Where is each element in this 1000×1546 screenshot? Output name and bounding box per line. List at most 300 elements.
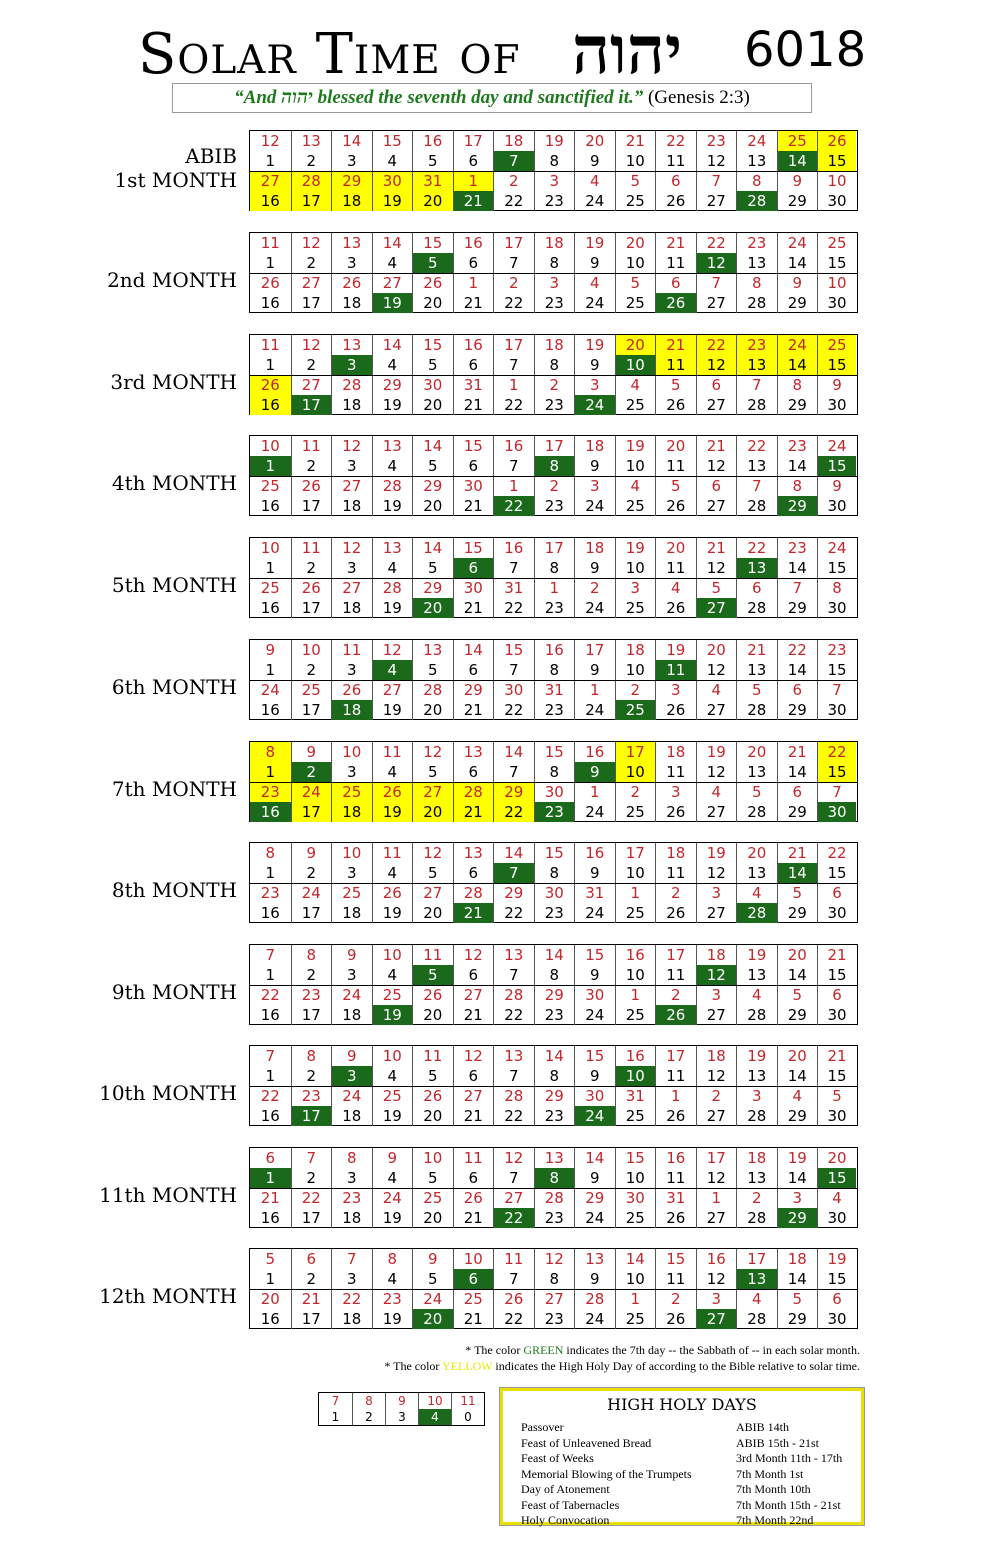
day-cell: 29 xyxy=(574,1188,615,1208)
day-cell: 8 xyxy=(534,965,575,985)
day-cell: 22 xyxy=(493,1208,534,1228)
day-cell: 9 xyxy=(777,171,818,191)
day-cell: 3 xyxy=(331,456,372,476)
day-cell: 20 xyxy=(817,1148,856,1168)
day-cell: 6 xyxy=(291,1249,332,1269)
mini-cell: 9 xyxy=(385,1393,418,1409)
day-cell: 24 xyxy=(574,1106,615,1126)
day-cell: 9 xyxy=(412,1249,453,1269)
day-cell: 19 xyxy=(615,538,656,558)
day-cell: 8 xyxy=(534,660,575,680)
day-cell: 6 xyxy=(696,476,737,496)
day-cell: 12 xyxy=(696,1066,737,1086)
day-cell: 16 xyxy=(453,233,494,253)
day-cell: 26 xyxy=(655,1208,696,1228)
day-cell: 17 xyxy=(534,538,575,558)
day-cell: 12 xyxy=(291,233,332,253)
day-cell: 29 xyxy=(534,1086,575,1106)
day-cell: 3 xyxy=(696,883,737,903)
day-cell: 30 xyxy=(817,700,856,720)
day-cell: 2 xyxy=(615,680,656,700)
month-grid xyxy=(249,639,858,720)
day-cell: 4 xyxy=(736,1289,777,1309)
day-cell: 23 xyxy=(534,1106,575,1126)
day-cell: 15 xyxy=(493,640,534,660)
day-cell: 22 xyxy=(493,1106,534,1126)
day-cell: 2 xyxy=(291,1269,332,1289)
day-cell: 2 xyxy=(291,355,332,375)
day-cell: 3 xyxy=(331,660,372,680)
day-cell: 19 xyxy=(372,903,413,923)
day-cell: 6 xyxy=(453,965,494,985)
day-cell: 18 xyxy=(331,598,372,618)
day-cell: 26 xyxy=(250,375,291,395)
day-cell: 23 xyxy=(372,1289,413,1309)
day-cell: 24 xyxy=(574,598,615,618)
day-cell: 9 xyxy=(574,762,615,782)
day-cell: 21 xyxy=(453,802,494,822)
day-cell: 21 xyxy=(655,233,696,253)
day-cell: 7 xyxy=(493,355,534,375)
grid-divider xyxy=(250,578,857,579)
day-cell: 19 xyxy=(372,191,413,211)
day-cell: 30 xyxy=(817,802,856,822)
month-grid xyxy=(249,944,858,1025)
day-cell: 3 xyxy=(655,782,696,802)
month-label: 7th MONTH xyxy=(111,777,237,801)
day-cell: 22 xyxy=(331,1289,372,1309)
day-cell: 9 xyxy=(574,1066,615,1086)
day-cell: 5 xyxy=(412,253,453,273)
day-cell: 11 xyxy=(493,1249,534,1269)
day-cell: 10 xyxy=(615,1168,656,1188)
day-cell: 6 xyxy=(817,985,856,1005)
day-cell: 25 xyxy=(331,883,372,903)
grid-divider xyxy=(250,476,857,477)
day-cell: 4 xyxy=(372,558,413,578)
day-cell: 6 xyxy=(453,1269,494,1289)
day-cell: 30 xyxy=(412,375,453,395)
day-cell: 13 xyxy=(493,945,534,965)
month-block-4 xyxy=(0,435,1000,517)
day-cell: 19 xyxy=(372,293,413,313)
day-cell: 15 xyxy=(817,1066,856,1086)
day-cell: 6 xyxy=(817,883,856,903)
day-cell: 22 xyxy=(736,436,777,456)
day-cell: 16 xyxy=(250,395,291,415)
mini-cell: 7 xyxy=(331,1394,340,1408)
day-cell: 3 xyxy=(331,1168,372,1188)
holy-day-name: Memorial Blowing of the Trumpets xyxy=(521,1466,692,1481)
day-cell: 18 xyxy=(655,742,696,762)
day-cell: 26 xyxy=(260,274,280,292)
month-block-9 xyxy=(0,944,1000,1026)
day-cell: 4 xyxy=(655,578,696,598)
day-cell: 11 xyxy=(291,538,332,558)
day-cell: 10 xyxy=(615,863,656,883)
day-cell: 7 xyxy=(493,1168,534,1188)
day-cell: 7 xyxy=(493,1269,534,1289)
day-cell: 15 xyxy=(817,863,856,883)
day-cell: 23 xyxy=(534,700,575,720)
day-cell: 4 xyxy=(372,1066,413,1086)
day-cell: 28 xyxy=(736,293,777,313)
day-cell: 27 xyxy=(331,476,372,496)
day-cell: 9 xyxy=(574,1168,615,1188)
day-cell: 4 xyxy=(372,1269,413,1289)
day-cell: 2 xyxy=(655,985,696,1005)
day-cell: 10 xyxy=(291,640,332,660)
day-cell: 13 xyxy=(331,233,372,253)
note-green xyxy=(240,1342,860,1358)
mini-cell: 10 xyxy=(418,1393,451,1409)
day-cell: 24 xyxy=(412,1289,453,1309)
day-cell: 3 xyxy=(615,578,656,598)
verse-reference: (Genesis 2:3) xyxy=(643,87,750,108)
day-cell: 11 xyxy=(291,436,332,456)
day-cell: 27 xyxy=(291,375,332,395)
day-cell: 16 xyxy=(453,335,494,355)
day-cell: 17 xyxy=(291,802,332,822)
day-cell: 17 xyxy=(291,191,332,211)
day-cell: 29 xyxy=(777,903,818,923)
day-cell: 15 xyxy=(817,253,856,273)
month-block-1 xyxy=(0,130,1000,212)
day-cell: 10 xyxy=(615,762,656,782)
day-cell: 3 xyxy=(331,558,372,578)
day-cell: 20 xyxy=(412,598,453,618)
day-cell: 5 xyxy=(736,680,777,700)
day-cell: 13 xyxy=(372,538,413,558)
day-cell: 24 xyxy=(736,131,777,151)
day-cell: 12 xyxy=(696,558,737,578)
day-cell: 5 xyxy=(412,762,453,782)
day-cell: 17 xyxy=(291,496,332,516)
day-cell: 18 xyxy=(615,640,656,660)
day-cell: 26 xyxy=(655,700,696,720)
day-cell: 24 xyxy=(291,883,332,903)
month-label: 1st MONTH xyxy=(114,168,237,192)
day-cell: 24 xyxy=(574,700,615,720)
day-cell: 25 xyxy=(260,477,280,495)
day-cell: 28 xyxy=(372,476,413,496)
day-cell: 5 xyxy=(736,782,777,802)
day-cell: 11 xyxy=(655,253,696,273)
day-cell: 13 xyxy=(736,762,777,782)
day-cell: 5 xyxy=(655,375,696,395)
day-cell: 26 xyxy=(655,293,696,313)
day-cell: 1 xyxy=(250,456,291,476)
day-cell: 29 xyxy=(777,293,818,313)
day-cell: 17 xyxy=(615,742,656,762)
day-cell: 1 xyxy=(265,1270,276,1288)
day-cell: 11 xyxy=(655,965,696,985)
day-cell: 23 xyxy=(534,1208,575,1228)
day-cell: 30 xyxy=(817,903,856,923)
day-cell: 5 xyxy=(615,273,656,293)
day-cell: 31 xyxy=(412,171,453,191)
day-cell: 25 xyxy=(615,802,656,822)
day-cell: 10 xyxy=(615,660,656,680)
day-cell: 12 xyxy=(696,863,737,883)
holy-day-date: ABIB 14th xyxy=(736,1420,790,1434)
day-cell: 7 xyxy=(493,965,534,985)
day-cell: 1 xyxy=(265,559,276,577)
day-cell: 29 xyxy=(493,883,534,903)
day-cell: 17 xyxy=(291,1208,332,1228)
day-cell: 7 xyxy=(736,375,777,395)
day-cell: 1 xyxy=(493,375,534,395)
day-cell: 26 xyxy=(412,985,453,1005)
day-cell: 19 xyxy=(372,700,413,720)
note-green-c: -- in each solar month. xyxy=(751,1343,860,1357)
grid-divider xyxy=(250,375,857,376)
day-cell: 21 xyxy=(453,903,494,923)
month-label: 8th MONTH xyxy=(111,878,237,902)
day-cell: 5 xyxy=(777,883,818,903)
day-cell: 7 xyxy=(817,680,856,700)
day-cell: 14 xyxy=(777,253,818,273)
day-cell: 13 xyxy=(736,863,777,883)
day-cell: 21 xyxy=(777,843,818,863)
holy-day-date: 7th Month 10th xyxy=(736,1482,811,1496)
day-cell: 20 xyxy=(260,1290,280,1308)
day-cell: 6 xyxy=(453,1168,494,1188)
day-cell: 9 xyxy=(291,742,332,762)
day-cell: 2 xyxy=(493,171,534,191)
day-cell: 24 xyxy=(574,496,615,516)
day-cell: 15 xyxy=(817,660,856,680)
day-cell: 1 xyxy=(615,1289,656,1309)
day-cell: 26 xyxy=(655,1005,696,1025)
day-cell: 4 xyxy=(372,762,413,782)
day-cell: 5 xyxy=(412,1168,453,1188)
day-cell: 2 xyxy=(291,762,332,782)
day-cell: 18 xyxy=(331,395,372,415)
day-cell: 29 xyxy=(777,802,818,822)
day-cell: 10 xyxy=(817,171,856,191)
day-cell: 18 xyxy=(493,131,534,151)
day-cell: 23 xyxy=(331,1188,372,1208)
month-grid xyxy=(249,1248,858,1329)
day-cell: 31 xyxy=(534,680,575,700)
day-cell: 20 xyxy=(412,1005,453,1025)
day-cell: 21 xyxy=(453,1005,494,1025)
day-cell: 12 xyxy=(412,843,453,863)
day-cell: 25 xyxy=(615,1309,656,1329)
day-cell: 8 xyxy=(534,1269,575,1289)
day-cell: 30 xyxy=(453,476,494,496)
day-cell: 14 xyxy=(412,538,453,558)
day-cell: 16 xyxy=(260,294,280,312)
day-cell: 24 xyxy=(574,395,615,415)
day-cell: 11 xyxy=(655,1168,696,1188)
day-cell: 10 xyxy=(412,1148,453,1168)
day-cell: 14 xyxy=(777,863,818,883)
day-cell: 4 xyxy=(615,476,656,496)
day-cell: 26 xyxy=(291,578,332,598)
day-cell: 23 xyxy=(534,395,575,415)
day-cell: 25 xyxy=(817,233,856,253)
day-cell: 12 xyxy=(493,1148,534,1168)
month-grid xyxy=(249,741,858,822)
day-cell: 17 xyxy=(291,1309,332,1329)
month-label: 2nd MONTH xyxy=(107,268,237,292)
day-cell: 27 xyxy=(534,1289,575,1309)
day-cell: 21 xyxy=(817,945,856,965)
month-block-5 xyxy=(0,537,1000,619)
day-cell: 19 xyxy=(534,131,575,151)
day-cell: 19 xyxy=(372,598,413,618)
day-cell: 26 xyxy=(291,476,332,496)
day-cell: 13 xyxy=(736,1168,777,1188)
day-cell: 21 xyxy=(453,1309,494,1329)
day-cell: 30 xyxy=(817,1208,856,1228)
day-cell: 23 xyxy=(534,802,575,822)
day-cell: 3 xyxy=(696,985,737,1005)
holy-day-date: 3rd Month 11th - 17th xyxy=(736,1451,843,1465)
note-yellow xyxy=(240,1358,860,1374)
day-cell: 22 xyxy=(696,335,737,355)
month-block-6 xyxy=(0,639,1000,721)
verse-quote: “And יהוה blessed the seventh day and sanctified it.” xyxy=(234,87,644,108)
mini-cell: 0 xyxy=(451,1409,484,1425)
day-cell: 22 xyxy=(817,742,856,762)
day-cell: 10 xyxy=(615,355,656,375)
day-cell: 16 xyxy=(250,191,291,211)
day-cell: 16 xyxy=(260,1006,280,1024)
note-yellow-word: YELLOW xyxy=(441,1359,493,1373)
day-cell: 31 xyxy=(493,578,534,598)
day-cell: 2 xyxy=(291,253,332,273)
title-divine-name: יהוה xyxy=(572,15,683,88)
day-cell: 29 xyxy=(777,395,818,415)
day-cell: 19 xyxy=(372,395,413,415)
day-cell: 4 xyxy=(574,273,615,293)
day-cell: 26 xyxy=(655,1106,696,1126)
day-cell: 3 xyxy=(534,171,575,191)
day-cell: 20 xyxy=(777,1046,818,1066)
day-cell: 29 xyxy=(412,476,453,496)
day-cell: 28 xyxy=(291,171,332,191)
day-cell: 27 xyxy=(696,293,737,313)
day-cell: 16 xyxy=(260,904,280,922)
day-cell: 18 xyxy=(331,1106,372,1126)
day-cell: 21 xyxy=(453,1208,494,1228)
day-cell: 1 xyxy=(615,883,656,903)
day-cell: 21 xyxy=(817,1046,856,1066)
day-cell: 30 xyxy=(372,171,413,191)
day-cell: 28 xyxy=(331,375,372,395)
day-cell: 15 xyxy=(534,843,575,863)
day-cell: 2 xyxy=(291,456,332,476)
day-cell: 13 xyxy=(453,843,494,863)
day-cell: 11 xyxy=(372,843,413,863)
holy-day-date: 7th Month 22nd xyxy=(736,1513,814,1527)
day-cell: 2 xyxy=(291,1066,332,1086)
high-holy-days-box xyxy=(500,1388,864,1525)
day-cell: 10 xyxy=(615,253,656,273)
day-cell: 4 xyxy=(615,375,656,395)
day-cell: 22 xyxy=(493,191,534,211)
day-cell: 20 xyxy=(655,538,696,558)
day-cell: 8 xyxy=(534,1066,575,1086)
day-cell: 18 xyxy=(331,1309,372,1329)
day-cell: 21 xyxy=(291,1289,332,1309)
day-cell: 11 xyxy=(412,945,453,965)
day-cell: 4 xyxy=(736,985,777,1005)
day-cell: 25 xyxy=(260,579,280,597)
day-cell: 9 xyxy=(265,641,276,659)
day-cell: 28 xyxy=(453,782,494,802)
day-cell: 9 xyxy=(817,476,856,496)
day-cell: 20 xyxy=(412,496,453,516)
day-cell: 25 xyxy=(372,1086,413,1106)
day-cell: 20 xyxy=(615,335,656,355)
day-cell: 11 xyxy=(331,640,372,660)
day-cell: 16 xyxy=(493,538,534,558)
day-cell: 30 xyxy=(817,1309,856,1329)
day-cell: 19 xyxy=(736,945,777,965)
day-cell: 3 xyxy=(696,1289,737,1309)
day-cell: 13 xyxy=(736,965,777,985)
day-cell: 22 xyxy=(493,700,534,720)
day-cell: 27 xyxy=(372,273,413,293)
day-cell: 10 xyxy=(615,151,656,171)
day-cell: 5 xyxy=(655,476,696,496)
day-cell: 1 xyxy=(655,1086,696,1106)
day-cell: 29 xyxy=(372,375,413,395)
day-cell: 3 xyxy=(655,680,696,700)
day-cell: 27 xyxy=(696,496,737,516)
day-cell: 9 xyxy=(817,375,856,395)
day-cell: 28 xyxy=(736,1005,777,1025)
day-cell: 15 xyxy=(453,436,494,456)
day-cell: 12 xyxy=(534,1249,575,1269)
day-cell: 17 xyxy=(493,335,534,355)
day-cell: 11 xyxy=(655,1066,696,1086)
day-cell: 26 xyxy=(412,1086,453,1106)
day-cell: 9 xyxy=(574,863,615,883)
day-cell: 19 xyxy=(372,802,413,822)
day-cell: 29 xyxy=(777,700,818,720)
day-cell: 27 xyxy=(696,700,737,720)
day-cell: 20 xyxy=(615,233,656,253)
day-cell: 11 xyxy=(412,1046,453,1066)
day-cell: 9 xyxy=(372,1148,413,1168)
day-cell: 4 xyxy=(372,1168,413,1188)
day-cell: 29 xyxy=(493,782,534,802)
holy-day-name: Feast of Unleavened Bread xyxy=(521,1435,652,1450)
day-cell: 17 xyxy=(655,945,696,965)
day-cell: 30 xyxy=(574,1086,615,1106)
day-cell: 16 xyxy=(260,1310,280,1328)
day-cell: 7 xyxy=(493,558,534,578)
day-cell: 29 xyxy=(412,578,453,598)
day-cell: 17 xyxy=(655,1046,696,1066)
day-cell: 30 xyxy=(615,1188,656,1208)
holy-day-date: 7th Month 1st xyxy=(736,1466,804,1481)
day-cell: 8 xyxy=(331,1148,372,1168)
day-cell: 14 xyxy=(372,335,413,355)
day-cell: 7 xyxy=(817,782,856,802)
day-cell: 5 xyxy=(412,151,453,171)
day-cell: 12 xyxy=(696,151,737,171)
day-cell: 18 xyxy=(574,538,615,558)
day-cell: 8 xyxy=(250,742,291,762)
day-cell: 29 xyxy=(777,598,818,618)
day-cell: 26 xyxy=(331,680,372,700)
